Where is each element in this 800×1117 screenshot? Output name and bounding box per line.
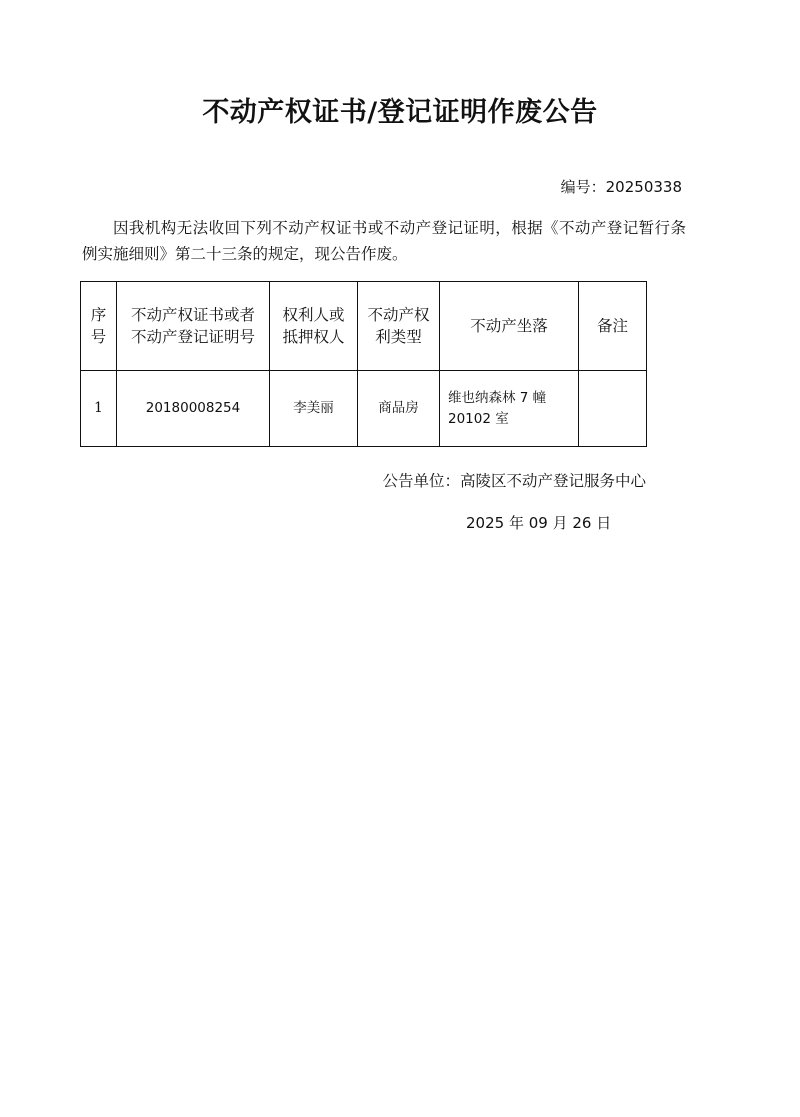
header-location: 不动产坐落 [440,282,579,371]
row-location [440,371,579,447]
notice-title: 不动产权证书/登记证明作废公告 [202,97,598,128]
table-row [81,371,647,447]
notice-date: 2025 年 09 月 26 日 [466,514,612,532]
row-location-line-1: 维也纳森林 7 幢 [448,389,547,406]
header-right-type [358,282,440,371]
header-seq [81,282,117,371]
header-holder-line-2: 抵押权人 [282,328,345,346]
header-type-line-2: 利类型 [375,328,422,346]
header-holder-line-1: 权利人或 [282,306,345,324]
header-seq-line-1: 序 [90,306,107,324]
header-remark: 备注 [579,282,647,371]
header-cert-line-1: 不动产权证书或者 [130,306,255,324]
header-cert-number [117,282,270,371]
issuing-unit: 公告单位：高陵区不动产登记服务中心 [382,472,646,490]
row-right-type: 商品房 [358,371,440,447]
row-remark [579,371,647,447]
header-type-line-1: 不动产权 [367,306,430,324]
voided-certificates-table [80,281,647,447]
row-seq: 1 [81,371,117,447]
table-header-row [81,282,647,371]
document-number: 编号：20250338 [560,178,682,196]
header-cert-line-2: 不动产登记证明号 [130,328,255,346]
row-location-line-2: 20102 室 [448,410,509,427]
header-holder [270,282,358,371]
notice-body-text: 因我机构无法收回下列不动产权证书或不动产登记证明，根据《不动产登记暂行条例实施细则》第二十三条的规定，现公告作废。 [82,219,686,263]
row-holder: 李美丽 [270,371,358,447]
header-seq-line-2: 号 [90,328,107,346]
row-cert-number: 20180008254 [117,371,270,447]
